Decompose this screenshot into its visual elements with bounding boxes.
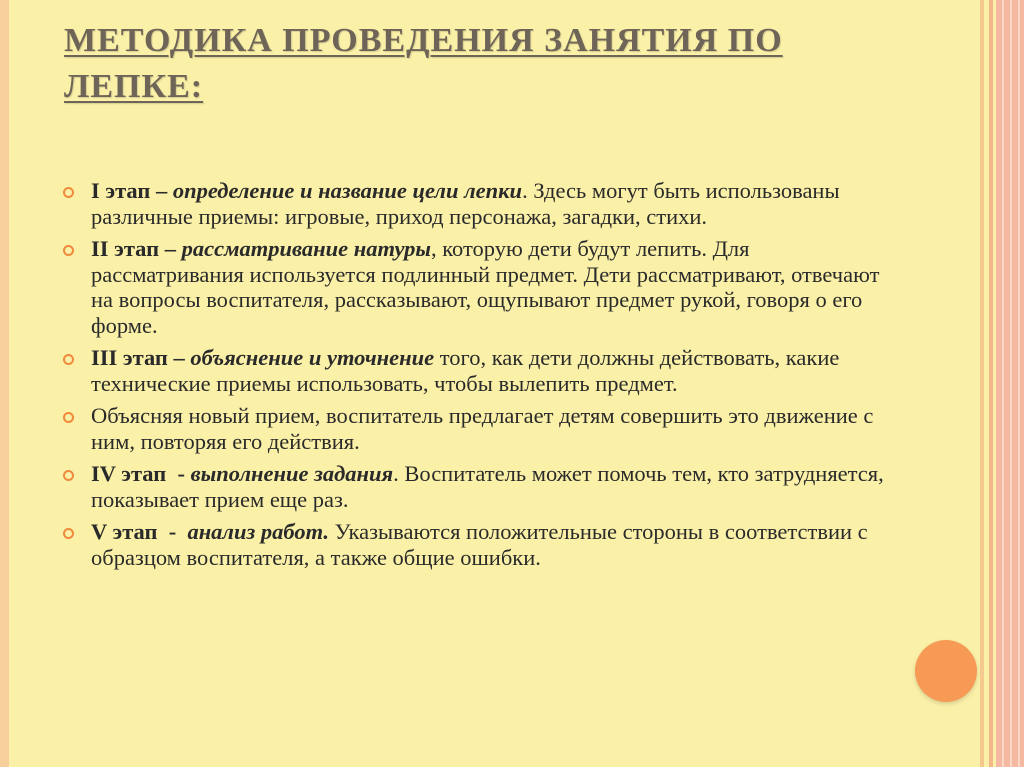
stripe bbox=[1002, 0, 1004, 767]
stage-description: того, как дети должны действовать, какие технические приемы использовать, чтобы вылепить предмет. bbox=[91, 345, 840, 396]
stage-separator: - bbox=[166, 461, 191, 486]
left-border-strip bbox=[0, 0, 9, 767]
list-item bbox=[60, 236, 890, 338]
stages-list bbox=[60, 178, 890, 577]
stage-emphasis: анализ работ. bbox=[187, 519, 329, 544]
stage-description: , которую дети будут лепить. Для рассматривания используется подлинный предмет. Дети рассматривают, отвечают на вопросы воспитателя, рассказывают, ощупывают предмет рукой, говоря о его форме. bbox=[91, 236, 880, 338]
list-item bbox=[60, 519, 890, 570]
stage-description: . Здесь могут быть использованы различные приемы: игровые, приход персонажа, загадки, стихи. bbox=[91, 178, 840, 229]
title-line-2: ЛЕПКЕ: bbox=[64, 68, 204, 105]
stage-description: . Воспитатель может помочь тем, кто затрудняется, показывает прием еще раз. bbox=[91, 461, 884, 512]
stage-label: I этап bbox=[91, 178, 151, 203]
bullet-ring-icon bbox=[63, 412, 74, 423]
stage-emphasis: рассматривание натуры bbox=[181, 236, 432, 261]
stage-separator: – bbox=[167, 345, 191, 370]
stage-separator: - bbox=[157, 519, 188, 544]
stage-separator: – bbox=[159, 236, 182, 261]
list-item bbox=[60, 461, 890, 512]
bullet-ring-icon bbox=[63, 470, 74, 481]
bullet-ring-icon bbox=[63, 245, 74, 256]
list-item bbox=[60, 403, 890, 454]
stripe bbox=[1010, 0, 1012, 767]
decorative-orange-circle bbox=[915, 640, 977, 702]
bullet-ring-icon bbox=[63, 187, 74, 198]
stage-separator: – bbox=[150, 178, 173, 203]
stage-label: IV этап bbox=[91, 461, 167, 486]
slide-title bbox=[64, 18, 824, 110]
bullet-ring-icon bbox=[63, 528, 74, 539]
stage-emphasis: объяснение и уточнение bbox=[190, 345, 435, 370]
bullet-ring-icon bbox=[63, 354, 74, 365]
stage-label: II этап bbox=[91, 236, 160, 261]
title-line-1: МЕТОДИКА ПРОВЕДЕНИЯ ЗАНЯТИЯ ПО bbox=[64, 22, 783, 59]
stage-label: III этап bbox=[91, 345, 168, 370]
list-item bbox=[60, 345, 890, 396]
stage-emphasis: определение и название цели лепки bbox=[172, 178, 523, 203]
stage-emphasis: выполнение задания bbox=[190, 461, 394, 486]
stage-label: V этап bbox=[91, 519, 158, 544]
stage-description: Объясняя новый прием, воспитатель предлагает детям совершить это движение с ним, повторяя его действия. bbox=[91, 403, 874, 454]
stage-description: Указываются положительные стороны в соответствии с образцом воспитателя, а также общие ошибки. bbox=[91, 519, 868, 570]
list-item bbox=[60, 178, 890, 229]
stripe bbox=[1018, 0, 1020, 767]
right-decorative-stripes bbox=[980, 0, 1024, 767]
